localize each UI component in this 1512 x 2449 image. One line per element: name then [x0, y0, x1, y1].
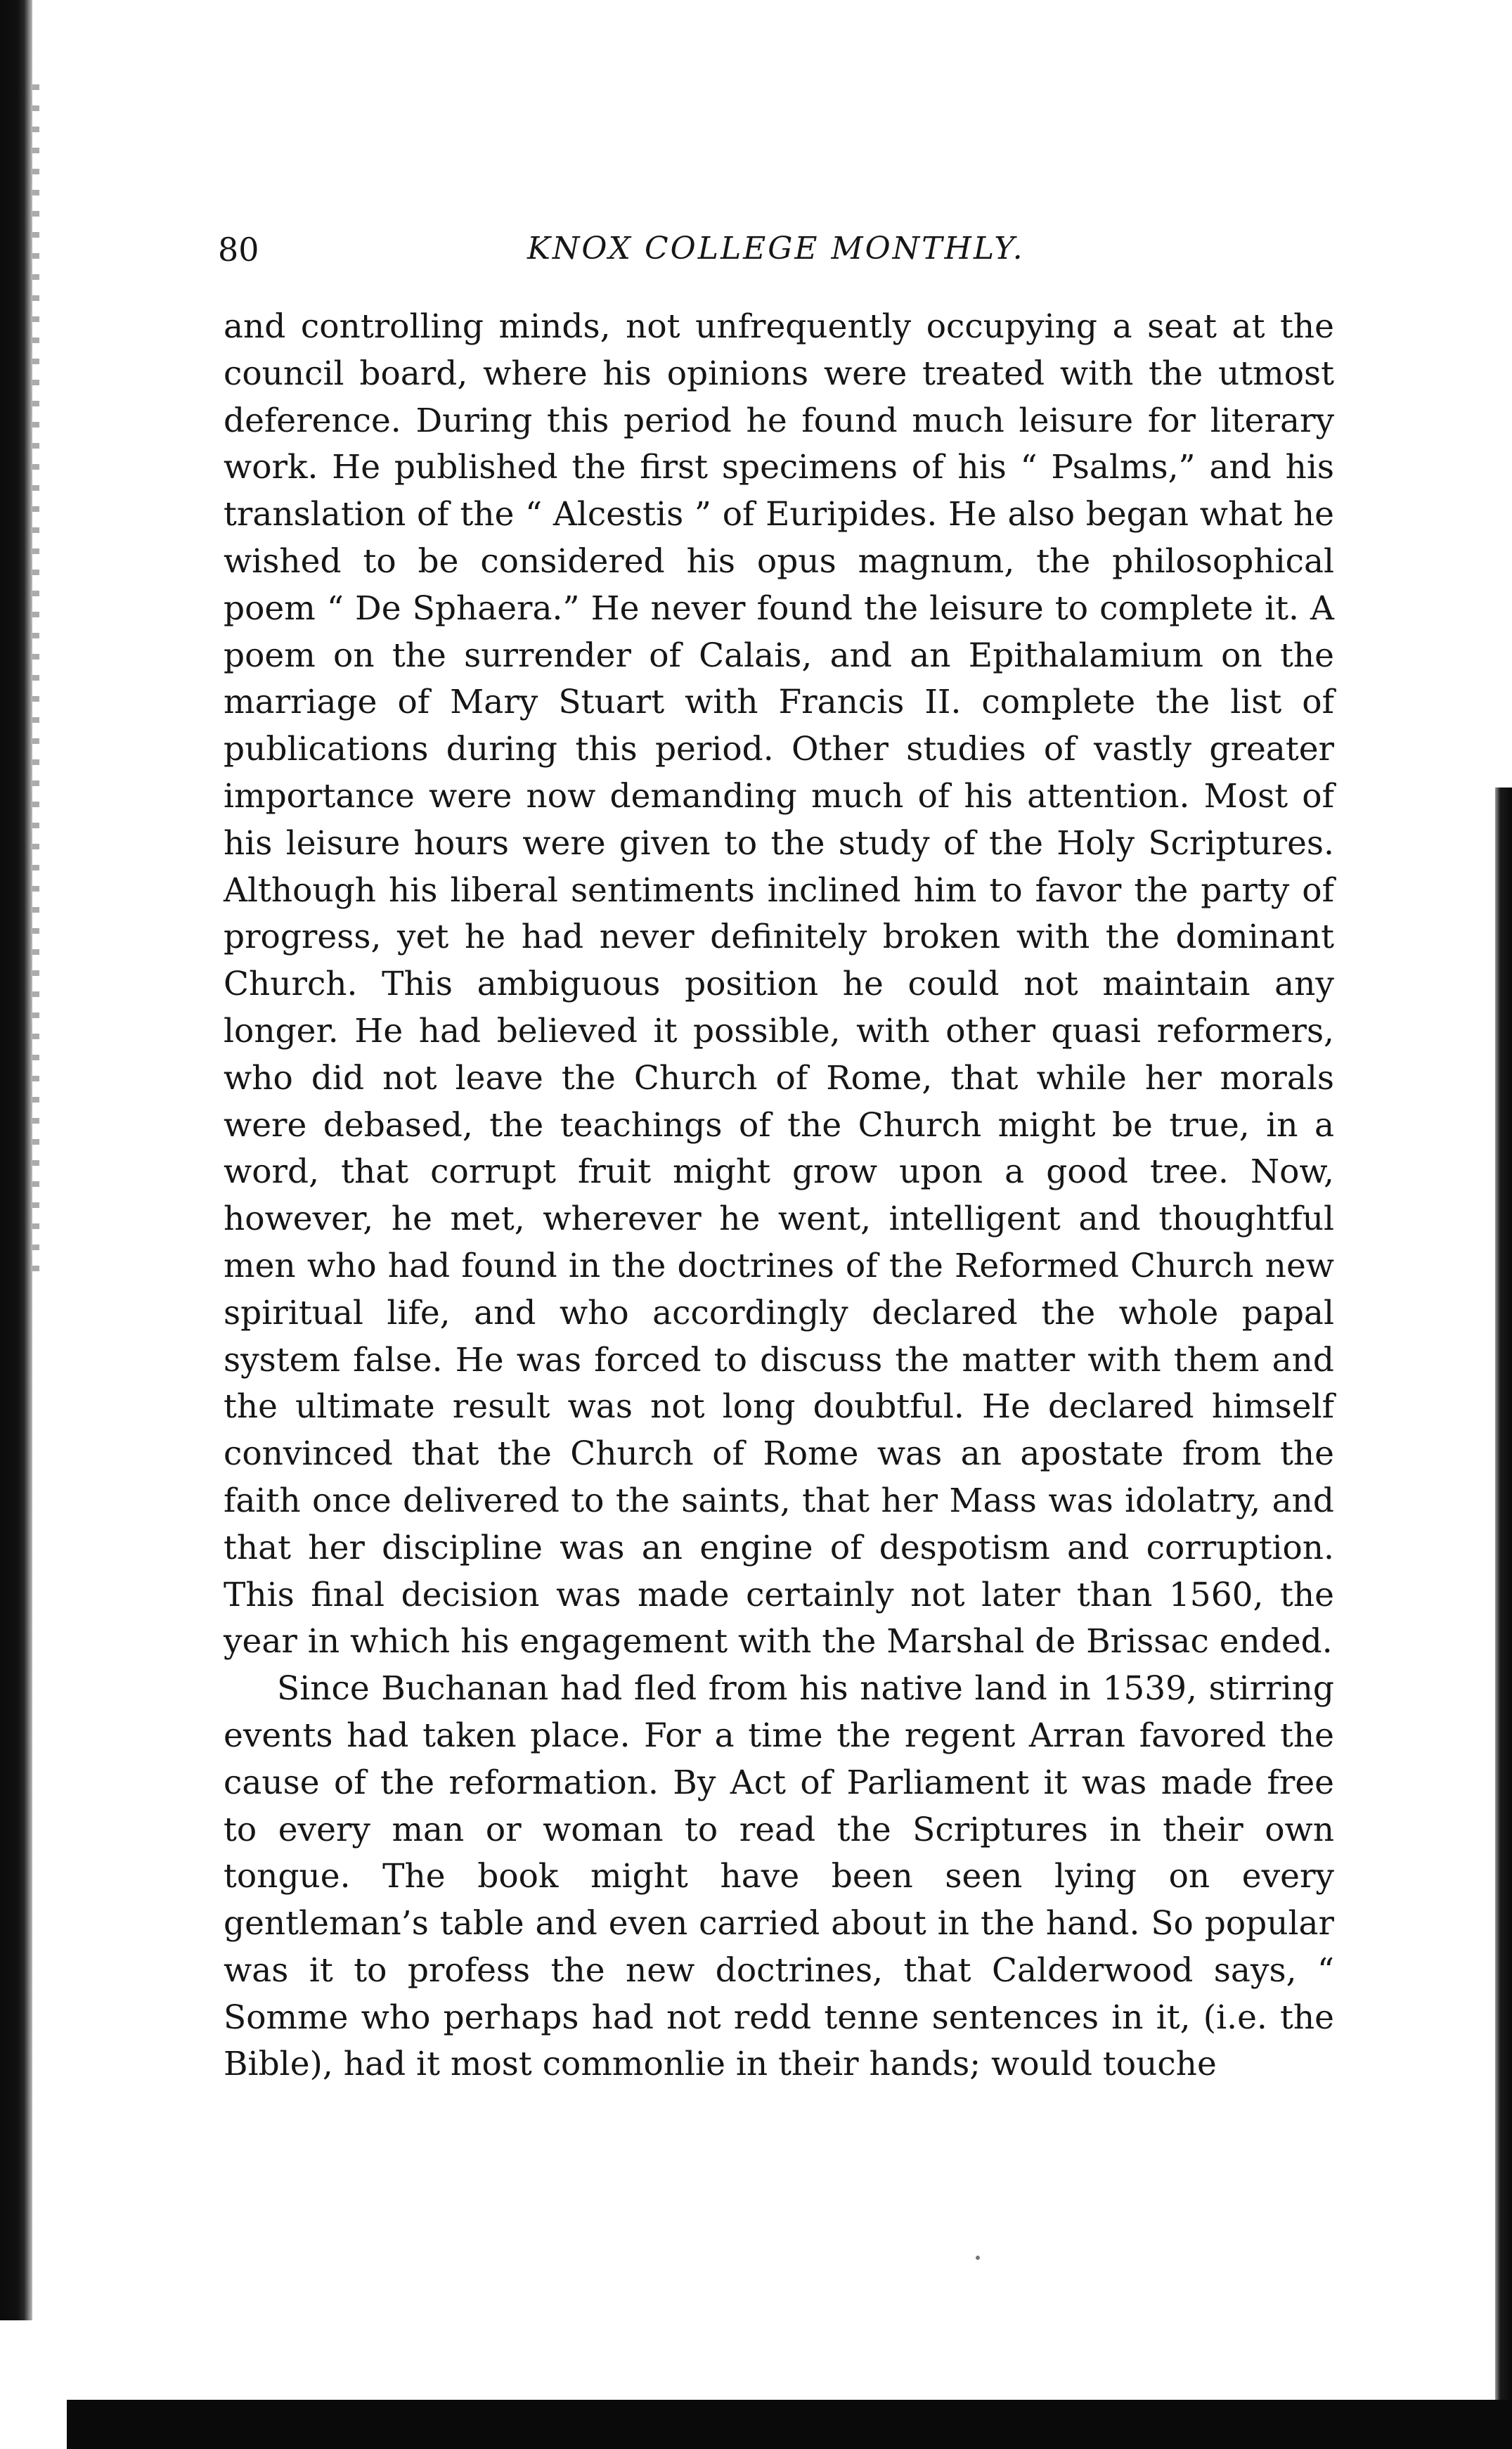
page-number: 80: [218, 231, 259, 269]
scan-speck: [976, 2256, 980, 2260]
scan-binding-edge-left: [0, 0, 32, 2320]
scan-edge-right: [1495, 788, 1512, 2449]
paragraph-buchanan: Since Buchanan had fled from his native land in 1539, stirring events had taken place. For a time the regent Arran favored the cause of the reformation. By Act of Parliament it was made free to every man or woman to read the Scriptures in their own tongue. The book might have been seen lying on every gentleman’s table and even carried about in the hand. So popular was it to profess the new doctrines, that Calderwood says, “ Somme who perhaps had not redd tenne sentences in it, (i.e. the Bible), had it most commonlie in their hands; would touche: [224, 1669, 1334, 2084]
scan-edge-bottom: [67, 2400, 1512, 2449]
paragraph-continued: and controlling minds, not unfrequently occupying a seat at the council board, where his opinions were treated with the utmost deference. During this period he found much leisure for literary work. He published the first specimens of his “ Psalms,” and his translation of the “ Alcestis ” of Euripides. He also began what he wished to be considered his opus magnum, the philosophical poem “ De Sphaera.” He never found the leisure to complete it. A poem on the surrender of Calais, and an Epithalamium on the marriage of Mary Stuart with Francis II. complete the list of publications during this period. Other studies of vastly greater importance were now demanding much of his attention. Most of his leisure hours were given to the study of the Holy Scriptures. Although his liberal sentiments inclined him to favor the party of progress, yet he had never definitely broken with the dominant Church. This ambiguous position he could not maintain any longer. He had believed it possible, with other quasi reformers, who did not leave the Church of Rome, that while her morals were debased, the teachings of the Church might be true, in a word, that corrupt fruit might grow upon a good tree. Now, however, he met, wherever he went, intelligent and thoughtful men who had found in the doctrines of the Reformed Church new spiritual life, and who accordingly declared the whole papal system false. He was forced to discuss the matter with them and the ultimate result was not long doubtful. He declared himself convinced that the Church of Rome was an apostate from the faith once delivered to the saints, that her Mass was idolatry, and that her discipline was an engine of despotism and corruption. This final decision was made certainly not later than 1560, the year in which his engagement with the Marshal de Brissac ended.: [224, 307, 1334, 1661]
scan-binding-speckle: [32, 84, 39, 1280]
running-title: KNOX COLLEGE MONTHLY.: [527, 231, 1025, 266]
body-text: [224, 304, 1334, 2088]
